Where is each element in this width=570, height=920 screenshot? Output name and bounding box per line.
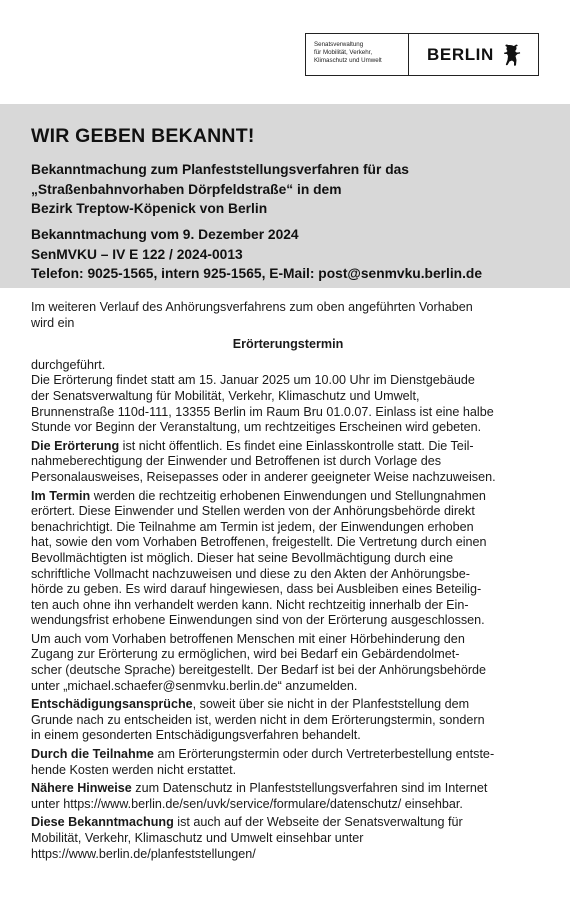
text-line: wird ein (31, 315, 75, 330)
text-line: unter „michael.schaefer@senmvku.berlin.de“ anzumelden. (31, 678, 358, 693)
paragraph-in-hearing (31, 489, 545, 629)
headline: WIR GEBEN BEKANNT! (31, 125, 255, 147)
text-line: Mobilität, Verkehr, Klimaschutz und Umwelt einsehbar unter (31, 831, 364, 845)
text-line: ist auch auf der Webseite der Senatsverwaltung für (173, 815, 463, 830)
notice-subject (31, 160, 409, 219)
file-reference: SenMVKU – IV E 122 / 2024-0013 (31, 246, 243, 262)
text-line: Die Erörterung findet statt am 15. Januar 2025 um 10.00 Uhr im Dienstgebäude (31, 373, 475, 388)
text-line: scher (deutsche Sprache) bereitgestellt. Der Bedarf ist bei der Anhörungsbehörde (31, 663, 487, 678)
text-line: erörtert. Diese Einwender und Stellen werden von der Anhörungsbehörde direkt (31, 504, 475, 519)
paragraph-lead: Nähere Hinweise (31, 781, 132, 796)
berlin-bear-icon (502, 43, 522, 67)
text-line: in einem gesonderten Entschädigungsverfahren behandelt. (31, 728, 361, 743)
text-line: Stunde vor Beginn der Veranstaltung, um rechtzeitiges Erscheinen wird gebeten. (31, 420, 482, 435)
city-mark (409, 34, 538, 75)
department-line: Senatsverwaltung (314, 41, 364, 48)
text-line: Brunnenstraße 110d-111, 13355 Berlin im Raum Bru 01.0.07. Einlass ist eine halbe (31, 404, 494, 419)
paragraph-data-protection (31, 781, 545, 812)
text-line: Bevollmächtigten ist möglich. Dieser hat seine Bevollmächtigung durch eine (31, 550, 454, 565)
paragraph-website (31, 815, 545, 862)
city-name: BERLIN (427, 44, 494, 64)
text-line: Um auch vom Vorhaben betroffenen Menschen mit einer Hörbehinderung den (31, 631, 465, 646)
text-line: hörde zu geben. Es wird darauf hingewiesen, dass bei Ausbleiben eines Beteilig- (31, 582, 482, 597)
notice-body (31, 300, 545, 865)
text-line: am Erörterungstermin oder durch Vertreterbestellung entste- (153, 747, 495, 762)
text-line: unter https://www.berlin.de/sen/uvk/service/formulare/datenschutz/ einsehbar. (31, 796, 463, 811)
text-line: werden die rechtzeitig erhobenen Einwendungen und Stellungnahmen (90, 488, 486, 503)
text-line: hende Kosten werden nicht erstattet. (31, 762, 237, 777)
hearing-term-heading: Erörterungstermin (232, 337, 344, 352)
subject-line: „Straßenbahnvorhaben Dörpfeldstraße“ in dem (31, 181, 342, 197)
text-line: benachrichtigt. Die Teilnahme am Termin ist jedem, der Einwendungen erhoben (31, 519, 474, 534)
contact-line: Telefon: 9025-1565, intern 925-1565, E-Mail: post@senmvku.berlin.de (31, 266, 483, 281)
text-line: der Senatsverwaltung für Mobilität, Verkehr, Klimaschutz und Umwelt, (31, 388, 420, 403)
after-term-text: durchgeführt. (31, 357, 106, 372)
text-line: hat, sowie den vom Vorhaben Betroffenen, freigestellt. Die Vertretung durch einen (31, 535, 487, 550)
subject-line: Bekanntmachung zum Planfeststellungsverfahren für das (31, 162, 409, 177)
paragraph-lead: Entschädigungsansprüche (31, 697, 193, 712)
department-line: Klimaschutz und Umwelt (314, 57, 382, 64)
text-line: Zugang zur Erörterung zu ermöglichen, wird bei Bedarf ein Gebärdendolmet- (31, 647, 460, 662)
text-line: ten auch ohne ihn verhandelt werden kann. Nicht rechtzeitig innerhalb der Ein- (31, 597, 469, 612)
notice-references (31, 225, 482, 284)
paragraph-lead: Diese Bekanntmachung (31, 815, 174, 830)
text-line: ist nicht öffentlich. Es findet eine Einlasskontrolle statt. Die Teil- (119, 438, 474, 453)
text-line: Grunde nach zu entscheiden ist, werden nicht in dem Erörterungstermin, sondern (31, 712, 485, 727)
paragraph-lead: Durch die Teilnahme (31, 747, 154, 762)
paragraph-date-location (31, 373, 545, 435)
text-line: , soweit über sie nicht in der Planfeststellung dem (192, 697, 470, 712)
intro-paragraph (31, 300, 545, 331)
paragraph-costs (31, 747, 545, 778)
berlin-logo (305, 33, 539, 76)
department-name (306, 34, 409, 75)
text-line: Im weiteren Verlauf des Anhörungsverfahrens zum oben angeführten Vorhaben (31, 300, 473, 314)
text-line: schriftliche Vollmacht nachzuweisen und diese zu den Akten der Anhörungsbe- (31, 566, 470, 581)
subject-line: Bezirk Treptow-Köpenick von Berlin (31, 201, 268, 216)
paragraph-sign-language (31, 632, 545, 694)
paragraph-not-public (31, 439, 545, 486)
text-line: nahmeberechtigung der Einwender und Betroffenen ist durch Vorlage des (31, 454, 442, 469)
text-line: https://www.berlin.de/planfeststellungen/ (31, 846, 256, 861)
text-line: Personalausweises, Reisepasses oder in anderer geeigneter Weise nachzuweisen. (31, 469, 496, 484)
text-line: wendungsfrist erhobene Einwendungen sind von der Erörterung ausgeschlossen. (31, 613, 485, 628)
text-line: zum Datenschutz in Planfeststellungsverfahren sind im Internet (131, 781, 488, 796)
paragraph-lead: Die Erörterung (31, 438, 120, 453)
paragraph-compensation (31, 697, 545, 744)
department-line: für Mobilität, Verkehr, (314, 49, 373, 56)
paragraph-lead: Im Termin (31, 488, 91, 503)
notice-date: Bekanntmachung vom 9. Dezember 2024 (31, 227, 299, 242)
